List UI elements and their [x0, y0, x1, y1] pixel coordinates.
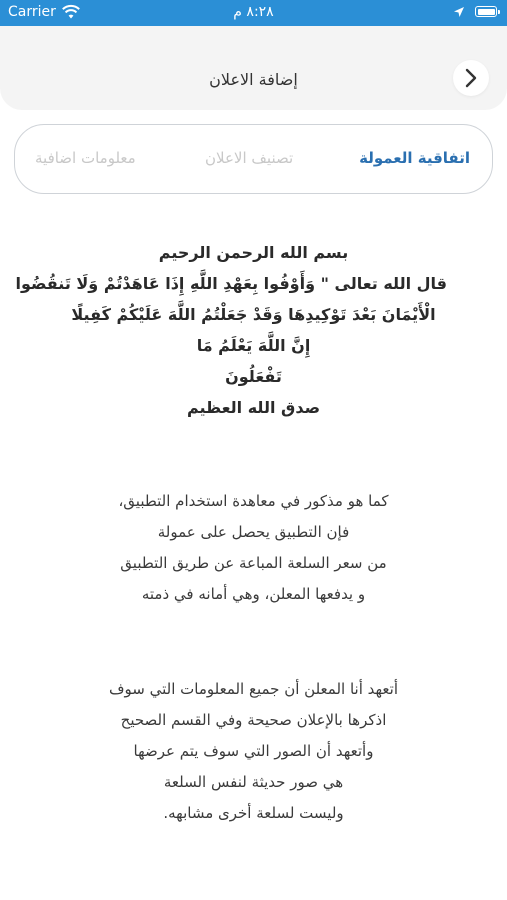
verse-line: تَفْعَلُونَ	[225, 367, 282, 386]
verse-line: قال الله تعالى " وَأَوْفُوا بِعَهْدِ اللَّهِ إِذَا عَاهَدْتُمْ وَلَا تَنقُضُوا	[15, 274, 447, 293]
verse-line: الْأَيْمَانَ بَعْدَ تَوْكِيدِهَا وَقَدْ جَعَلْتُمُ اللَّهَ عَلَيْكُمْ كَفِيلًا	[71, 305, 436, 324]
status-time: ٨:٢٨ م	[233, 4, 274, 20]
location-arrow-icon	[453, 6, 465, 18]
paragraph-line: وليست لسلعة أخرى مشابهه.	[163, 804, 344, 822]
tab-ad-classification[interactable]: تصنيف الاعلان	[205, 149, 294, 167]
status-bar	[0, 0, 507, 26]
pledge-paragraph	[60, 674, 447, 829]
tabs-bar	[14, 124, 493, 194]
carrier-label: Carrier	[8, 4, 56, 20]
paragraph-line: كما هو مذكور في معاهدة استخدام التطبيق،	[118, 492, 389, 510]
back-button[interactable]	[453, 60, 489, 96]
paragraph-line: و يدفعها المعلن، وهي أمانه في ذمته	[141, 585, 366, 603]
paragraph-line: من سعر السلعة المباعة عن طريق التطبيق	[120, 554, 387, 572]
paragraph-line: أتعهد أنا المعلن أن جميع المعلومات التي سوف	[108, 680, 399, 698]
page-title: إضافة الاعلان	[209, 70, 298, 89]
battery-icon	[475, 6, 497, 17]
verse-line: بسم الله الرحمن الرحيم	[158, 243, 349, 262]
paragraph-line: هي صور حديثة لنفس السلعة	[163, 773, 344, 791]
commission-paragraph	[60, 486, 447, 610]
paragraph-line: فإن التطبيق يحصل على عمولة	[157, 523, 350, 541]
paragraph-line: اذكرها بالإعلان صحيحة وفي القسم الصحيح	[120, 711, 387, 729]
verse-line: صدق الله العظيم	[186, 398, 321, 417]
tab-additional-info[interactable]: معلومات اضافية	[35, 149, 136, 167]
chevron-right-icon	[464, 67, 478, 89]
tab-commission-agreement[interactable]: اتفاقية العمولة	[359, 149, 470, 167]
header-bar	[0, 26, 507, 110]
quran-verse	[15, 237, 447, 423]
verse-line: إِنَّ اللَّهَ يَعْلَمُ مَا	[196, 336, 311, 355]
paragraph-line: وأتعهد أن الصور التي سوف يتم عرضها	[133, 742, 374, 760]
